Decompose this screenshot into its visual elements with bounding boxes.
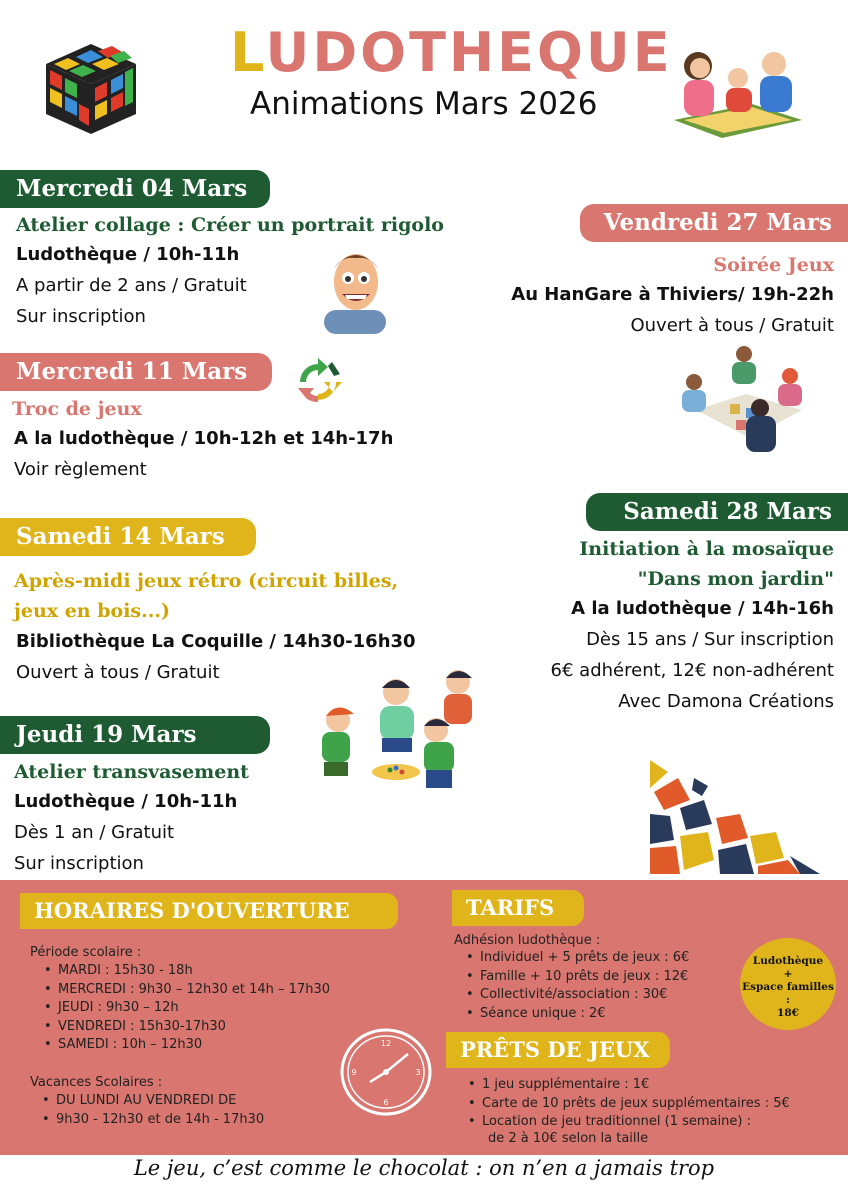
- list-item: • Séance unique : 2€: [480, 1005, 689, 1024]
- list-item: • Location de jeu traditionnel (1 semaine) :: [482, 1113, 790, 1132]
- event-info: Dès 15 ans / Sur inscription: [586, 629, 834, 650]
- list-item: • Individuel + 5 prêts de jeux : 6€: [480, 949, 689, 968]
- prets-list: [482, 1076, 790, 1132]
- event-info: Sur inscription: [14, 853, 144, 874]
- title-rest: UDOTHEQUE: [265, 21, 673, 84]
- event-place: A la ludothèque / 10h-12h et 14h-17h: [14, 428, 394, 449]
- family-board-game-illustration: [668, 44, 806, 142]
- prets-item-continued: de 2 à 10€ selon la taille: [488, 1131, 649, 1146]
- recycle-arrows-icon: [288, 352, 348, 412]
- list-item: • MARDI : 15h30 - 18h: [58, 962, 330, 981]
- page-subtitle: Animations Mars 2026: [250, 86, 598, 122]
- holiday-label: Vacances Scolaires :: [30, 1075, 163, 1090]
- badge-line: +: [783, 968, 793, 980]
- event-place: Bibliothèque La Coquille / 14h30-16h30: [16, 631, 416, 652]
- event-title-soiree-jeux: Soirée Jeux: [713, 254, 834, 276]
- tarifs-label: Adhésion ludothèque :: [454, 933, 601, 948]
- banner-mercredi-11: Mercredi 11 Mars: [0, 353, 272, 391]
- page-title: [230, 21, 673, 84]
- list-item: • 1 jeu supplémentaire : 1€: [482, 1076, 790, 1095]
- clock-icon: [336, 1026, 436, 1118]
- tarifs-list: [480, 949, 689, 1023]
- event-place: Ludothèque / 10h-11h: [16, 244, 240, 265]
- badge-line: 18€: [777, 1007, 799, 1019]
- banner-samedi-14: Samedi 14 Mars: [0, 518, 256, 556]
- list-item: • VENDREDI : 15h30-17h30: [58, 1018, 330, 1037]
- event-info: Avec Damona Créations: [618, 691, 834, 712]
- event-title-troc: Troc de jeux: [12, 398, 142, 420]
- svg-text:3: 3: [415, 1068, 421, 1077]
- list-item: • 9h30 - 12h30 et de 14h - 17h30: [56, 1111, 264, 1130]
- banner-mercredi-04: Mercredi 04 Mars: [0, 170, 270, 208]
- badge-line: Ludothèque: [752, 955, 824, 967]
- people-playing-games-illustration: [676, 344, 812, 456]
- event-info: A partir de 2 ans / Gratuit: [16, 275, 247, 296]
- price-badge: [740, 938, 836, 1030]
- holiday-hours-list: [56, 1092, 264, 1129]
- event-info: Dès 1 an / Gratuit: [14, 822, 175, 843]
- school-period-label: Période scolaire :: [30, 945, 142, 960]
- event-place: Au HanGare à Thiviers/ 19h-22h: [511, 284, 834, 305]
- list-item: • SAMEDI : 10h – 12h30: [58, 1036, 330, 1055]
- event-title-retro-line1: Après-midi jeux rétro (circuit billes,: [14, 570, 399, 592]
- event-info: Sur inscription: [16, 306, 146, 327]
- rubiks-cube-icon: [36, 36, 146, 140]
- heading-horaires: HORAIRES D'OUVERTURE: [20, 893, 398, 929]
- heading-prets: PRÊTS DE JEUX: [446, 1032, 670, 1068]
- list-item: • DU LUNDI AU VENDREDI DE: [56, 1092, 264, 1111]
- svg-text:9: 9: [351, 1068, 357, 1077]
- svg-text:6: 6: [383, 1098, 389, 1107]
- funny-portrait-illustration: [318, 246, 392, 334]
- list-item: • MERCREDI : 9h30 – 12h30 et 14h – 17h30: [58, 981, 330, 1000]
- event-info: Ouvert à tous / Gratuit: [630, 315, 834, 336]
- list-item: • Collectivité/association : 30€: [480, 986, 689, 1005]
- badge-line: Espace familles :: [742, 981, 834, 1006]
- event-place: A la ludothèque / 14h-16h: [571, 598, 834, 619]
- mosaic-illustration: [650, 760, 820, 876]
- event-title-mosaique-line1: Initiation à la mosaïque: [579, 538, 834, 560]
- event-place: Ludothèque / 10h-11h: [14, 791, 238, 812]
- heading-tarifs: TARIFS: [452, 890, 584, 926]
- event-info: Ouvert à tous / Gratuit: [16, 662, 220, 683]
- banner-jeudi-19: Jeudi 19 Mars: [0, 716, 270, 754]
- event-title-collage: Atelier collage : Créer un portrait rigolo: [16, 214, 444, 236]
- event-title-retro-line2: jeux en bois...): [14, 600, 170, 622]
- event-info: 6€ adhérent, 12€ non-adhérent: [550, 660, 834, 681]
- school-hours-list: [58, 962, 330, 1055]
- banner-samedi-28: Samedi 28 Mars: [586, 493, 848, 531]
- event-info: Voir règlement: [14, 459, 147, 480]
- list-item: • Carte de 10 prêts de jeux supplémentaires : 5€: [482, 1095, 790, 1114]
- list-item: • Famille + 10 prêts de jeux : 12€: [480, 968, 689, 987]
- title-first-letter: L: [230, 21, 266, 84]
- kids-playing-marbles-illustration: [312, 664, 490, 796]
- list-item: • JEUDI : 9h30 – 12h: [58, 999, 330, 1018]
- footer-quote: Le jeu, c’est comme le chocolat : on n’en a jamais trop: [133, 1156, 715, 1180]
- event-title-transvasement: Atelier transvasement: [14, 761, 249, 783]
- banner-vendredi-27: Vendredi 27 Mars: [580, 204, 848, 242]
- svg-text:12: 12: [380, 1039, 392, 1048]
- event-title-mosaique-line2: "Dans mon jardin": [637, 568, 834, 590]
